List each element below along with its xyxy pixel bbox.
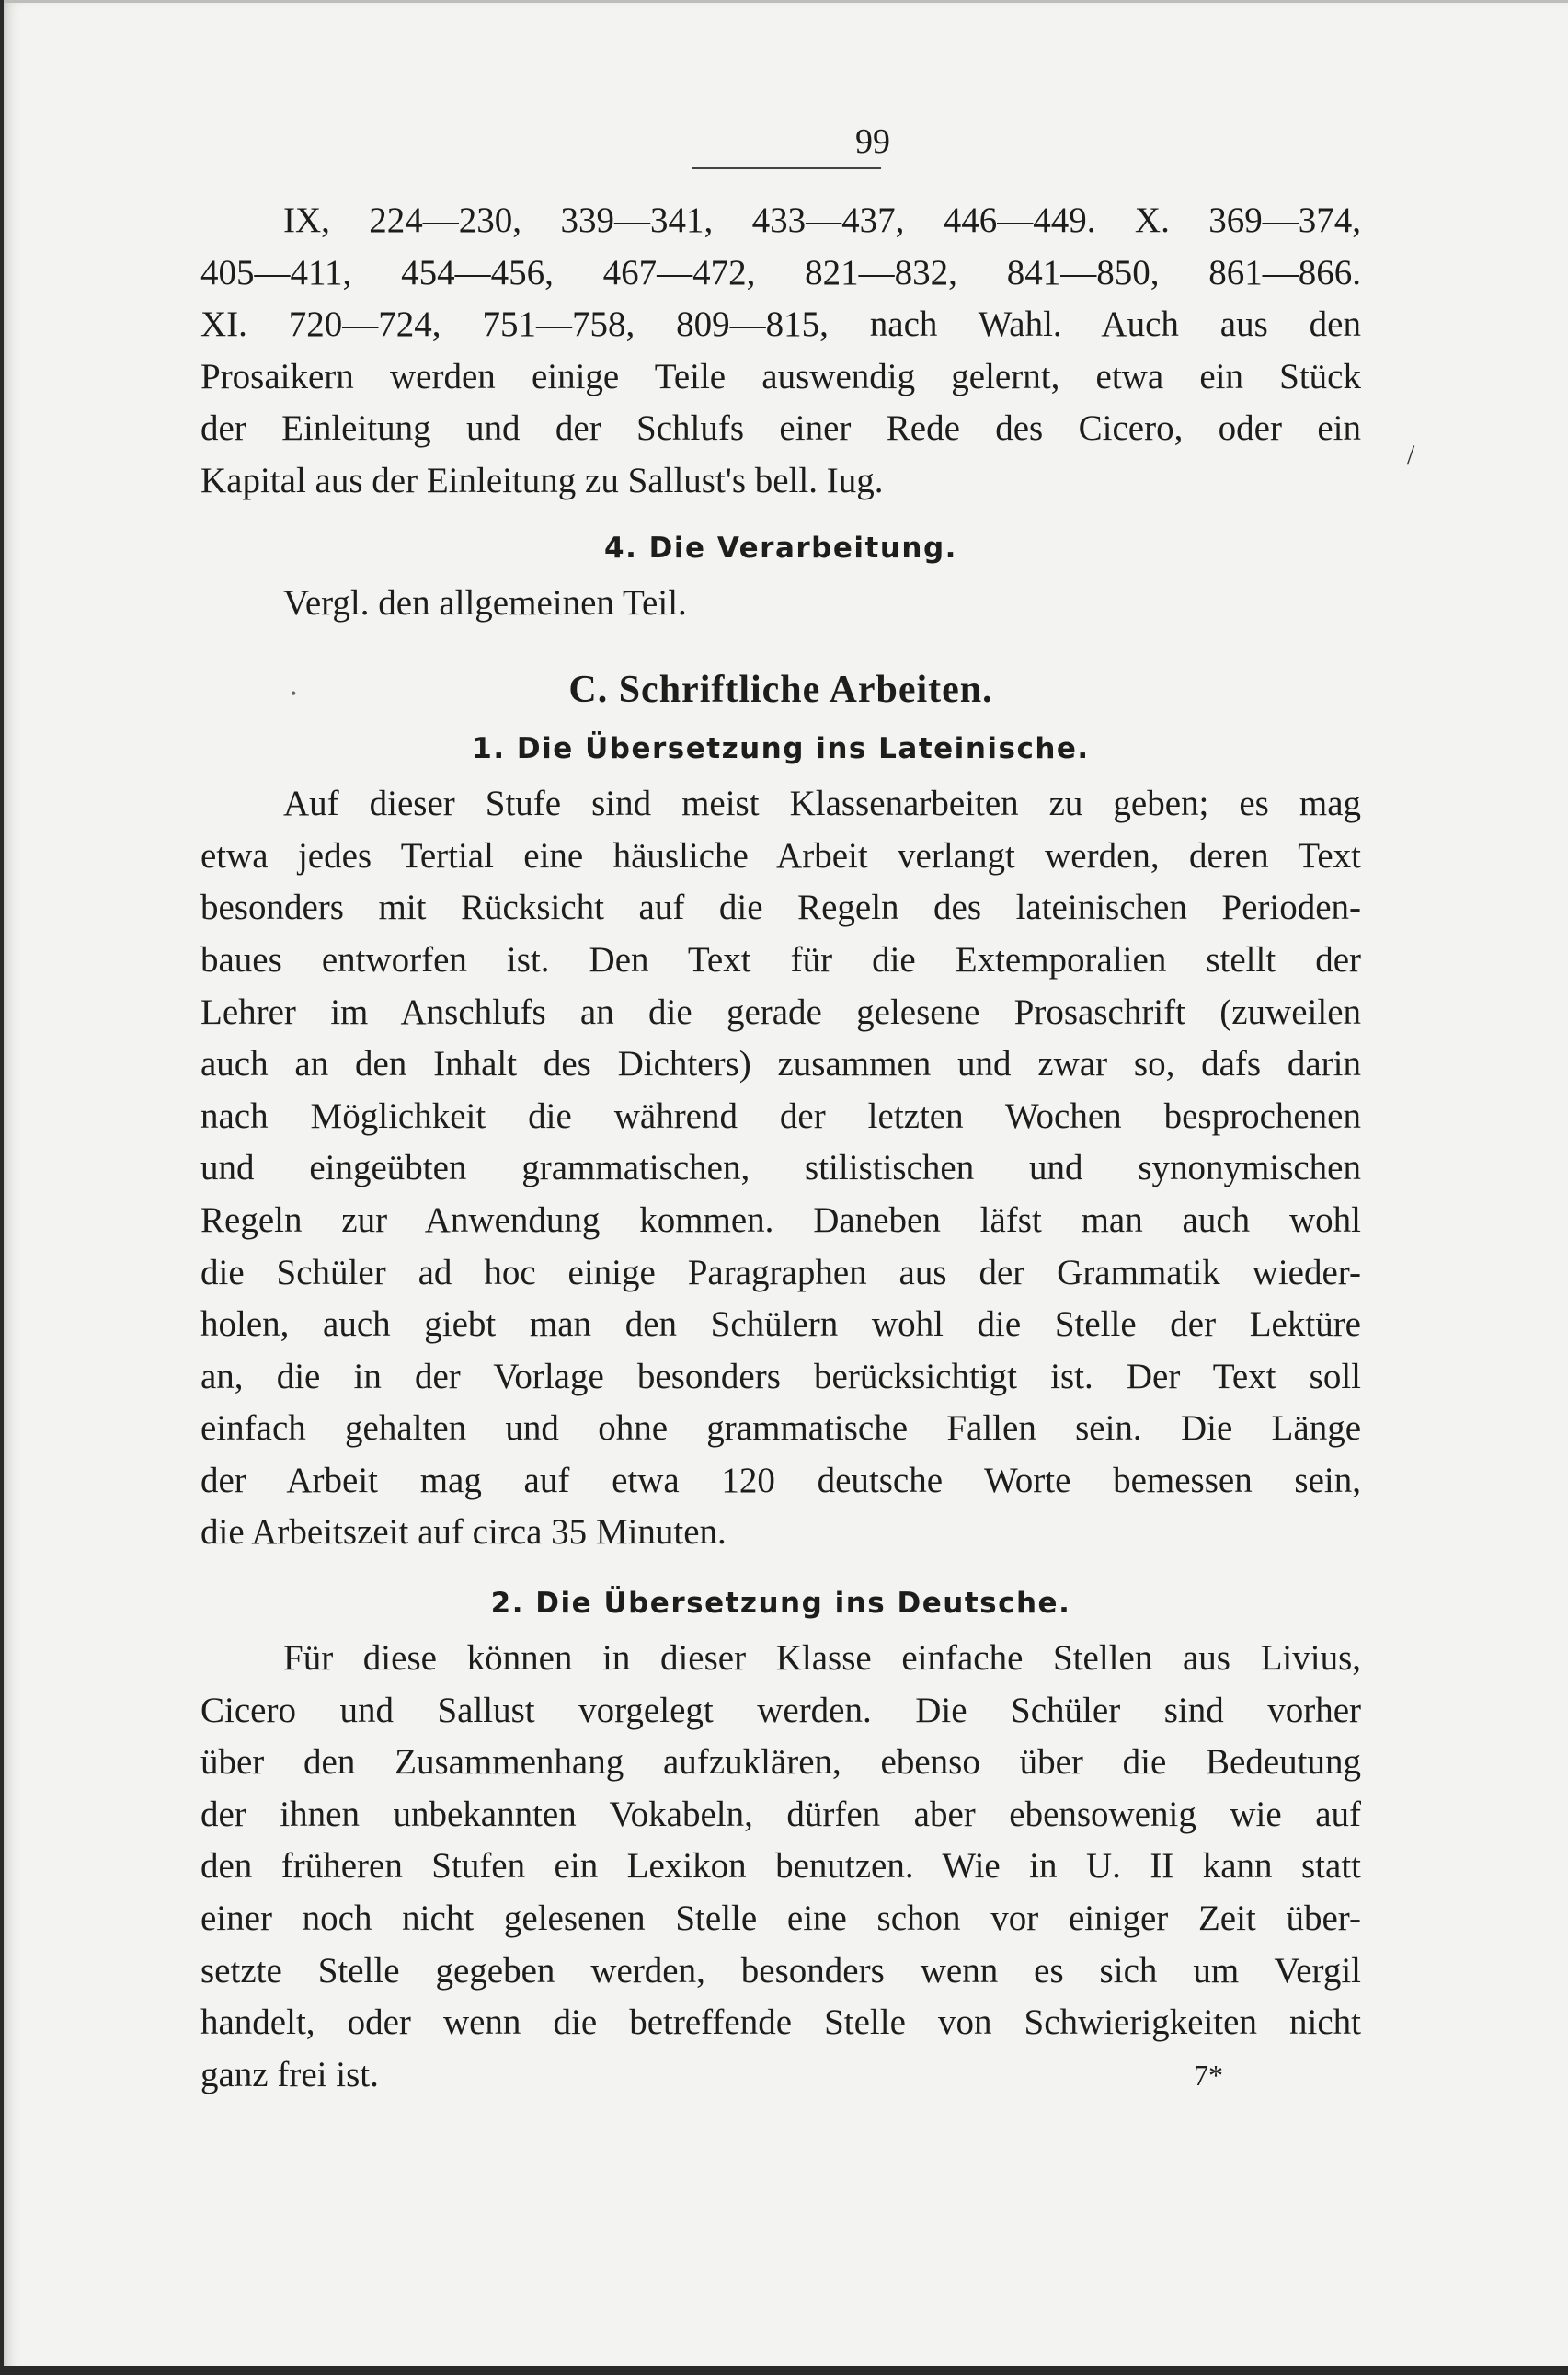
text-line: die Schüler ad hoc einige Paragraphen aus der Grammatik wieder- (200, 1252, 1361, 1292)
subsection-1-heading: 1. Die Übersetzung ins Lateinische. (472, 732, 1090, 766)
text-line: holen, auch giebt man den Schülern wohl die Stelle der Lektüre (200, 1304, 1361, 1345)
final-line (200, 2049, 1361, 2102)
subsection-2-paragraph (200, 1633, 1361, 2101)
page-content (200, 120, 1361, 2101)
text-line: und eingeübten grammatischen, stilistischen und synonymischen (200, 1148, 1361, 1188)
text-line: einer noch nicht gelesenen Stelle eine schon vor einiger Zeit über- (200, 1899, 1361, 1939)
section-4-paragraph (200, 578, 1361, 630)
signature-mark: 7* (1194, 2058, 1223, 2092)
text-line: über den Zusammenhang aufzuklären, ebenso über die Bedeutung (200, 1742, 1361, 1783)
text-line: IX, 224—230, 339—341, 433—437, 446—449. X. 369—374, (283, 201, 1361, 240)
page-edge-bottom (0, 2366, 1568, 2375)
text-line: nach Möglichkeit die während der letzten Wochen besprochenen (200, 1096, 1361, 1136)
text-line: der ihnen unbekannten Vokabeln, dürfen aber ebensowenig wie auf (200, 1794, 1361, 1834)
text-line: der Einleitung und der Schlufs einer Rede des Cicero, oder ein (200, 408, 1361, 449)
text-line: XI. 720—724, 751—758, 809—815, nach Wahl. Auch aus den (200, 304, 1361, 345)
text-line: Vergl. den allgemeinen Teil. (283, 582, 687, 623)
text-line: Prosaikern werden einige Teile auswendig gelernt, etwa ein Stück (200, 356, 1361, 396)
page-number: 99 (855, 122, 890, 161)
page-edge-left (0, 0, 4, 2375)
text-line: besonders mit Rücksicht auf die Regeln des lateinischen Perioden- (200, 888, 1361, 928)
text-line: einfach gehalten und ohne grammatische Fallen sein. Die Länge (200, 1408, 1361, 1449)
text-line: ganz frei ist. (200, 2054, 379, 2094)
text-line: den früheren Stufen ein Lexikon benutzen. Wie in U. II kann statt (200, 1846, 1361, 1887)
text-line: an, die in der Vorlage besonders berücksichtigt ist. Der Text soll (200, 1356, 1361, 1396)
text-line: handelt, oder wenn die betreffende Stelle von Schwierigkeiten nicht (200, 2002, 1361, 2043)
text-line: Kapital aus der Einleitung zu Sallust's bell. Iug. (200, 460, 884, 500)
text-line: Lehrer im Anschlufs an die gerade gelesene Prosaschrift (zuweilen (200, 992, 1361, 1032)
text-line: die Arbeitszeit auf circa 35 Minuten. (200, 1512, 727, 1553)
header-rule (692, 167, 881, 169)
section-4-heading: 4. Die Verarbeitung. (604, 531, 957, 565)
stray-dot: • (291, 684, 297, 703)
text-line: Auf dieser Stufe sind meist Klassenarbeiten zu geben; es mag (283, 784, 1361, 824)
text-line: 405—411, 454—456, 467—472, 821—832, 841—850, 861—866. (200, 252, 1361, 293)
text-line: etwa jedes Tertial eine häusliche Arbeit verlangt werden, deren Text (200, 835, 1361, 876)
text-line: Regeln zur Anwendung kommen. Daneben läfst man auch wohl (200, 1199, 1361, 1240)
subsection-2-heading: 2. Die Übersetzung ins Deutsche. (490, 1587, 1071, 1621)
text-line: setzte Stelle gegeben werden, besonders wenn es sich um Vergil (200, 1950, 1361, 1991)
text-line: auch an den Inhalt des Dichters) zusammen und zwar so, dafs darin (200, 1044, 1361, 1084)
page-edge-top (0, 0, 1568, 3)
margin-mark: / (1407, 440, 1415, 470)
text-line: Für diese können in dieser Klasse einfache Stellen aus Livius, (283, 1638, 1361, 1679)
text-line: baues entworfen ist. Den Text für die Extemporalien stellt der (200, 939, 1361, 980)
intro-paragraph (200, 195, 1361, 508)
subsection-1-paragraph (200, 778, 1361, 1559)
text-line: der Arbeit mag auf etwa 120 deutsche Worte bemessen sein, (200, 1460, 1361, 1500)
section-c-heading: C. Schriftliche Arbeiten. (568, 669, 993, 712)
text-line: Cicero und Sallust vorgelegt werden. Die Schüler sind vorher (200, 1690, 1361, 1730)
